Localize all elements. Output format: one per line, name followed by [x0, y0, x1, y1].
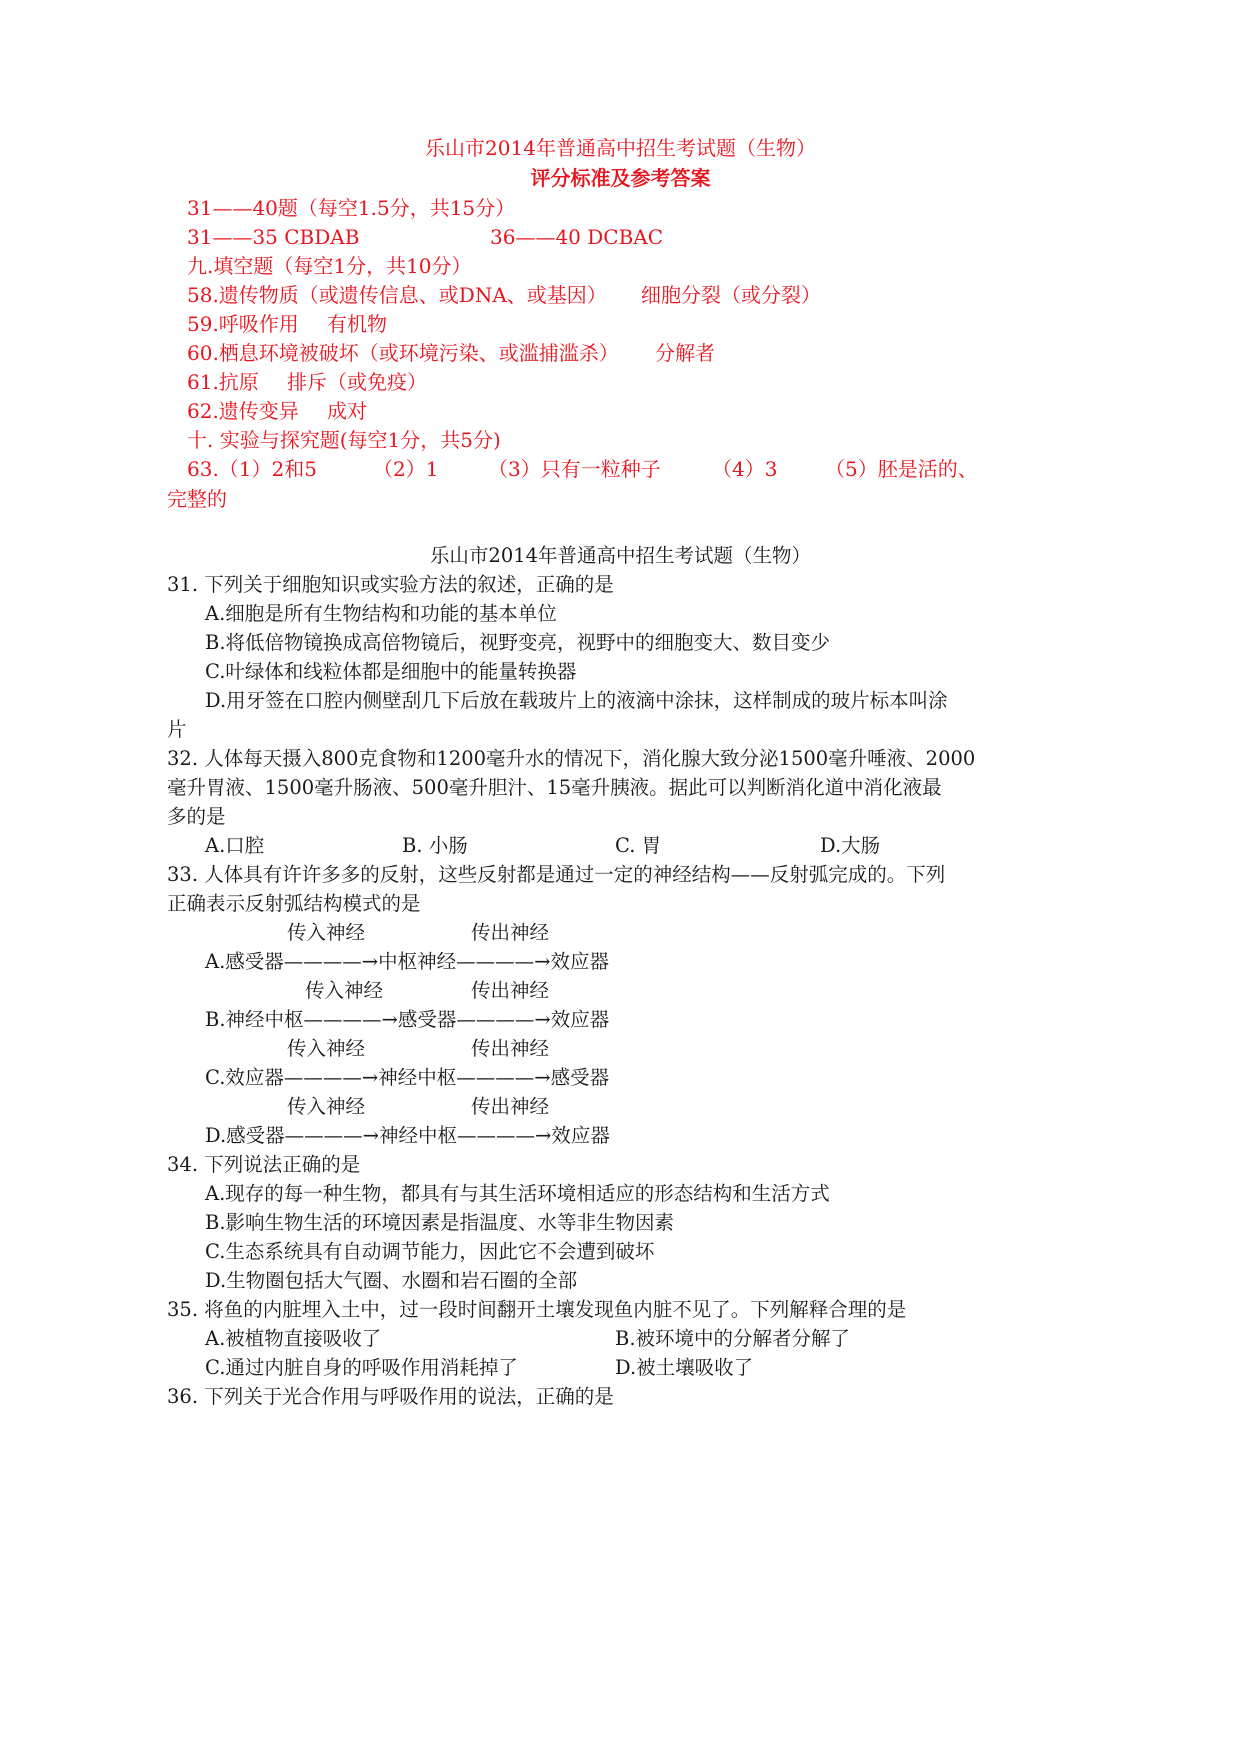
question-stem: 31. 下列关于细胞知识或实验方法的叙述，正确的是	[167, 573, 614, 596]
arrow-label: 传出神经	[471, 979, 550, 1002]
answer-line: （4）3	[712, 457, 778, 481]
question-option: D.感受器————→神经中枢————→效应器	[205, 1124, 610, 1147]
exam-title: 乐山市2014年普通高中招生考试题（生物）	[429, 544, 812, 567]
question-option: A.口腔	[205, 834, 265, 857]
arrow-label: 传入神经	[287, 1095, 366, 1118]
answer-line: 完整的	[167, 487, 227, 511]
answer-line: 十. 实验与探究题(每空1分，共5分)	[187, 428, 501, 452]
answer-line: （3）只有一粒种子	[488, 457, 661, 481]
question-option: B.将低倍物镜换成高倍物镜后，视野变亮，视野中的细胞变大、数目变少	[205, 631, 831, 654]
answer-line: 36——40 DCBAC	[490, 225, 664, 249]
arrow-label: 传出神经	[471, 921, 550, 944]
question-option: D.生物圈包括大气圈、水圈和岩石圈的全部	[205, 1269, 578, 1292]
answer-line: 63.（1）2和5	[187, 457, 317, 481]
question-option-continued: 片	[167, 718, 187, 741]
question-option: A.现存的每一种生物，都具有与其生活环境相适应的形态结构和生活方式	[205, 1182, 830, 1205]
question-option: D.大肠	[820, 834, 881, 857]
answer-line: 分解者	[655, 341, 715, 365]
answer-line: 有机物	[327, 312, 387, 336]
question-option: C.生态系统具有自动调节能力，因此它不会遭到破坏	[205, 1240, 655, 1263]
question-option: B.影响生物生活的环境因素是指温度、水等非生物因素	[205, 1211, 675, 1234]
answer-key-subtitle: 评分标准及参考答案	[530, 166, 711, 190]
answer-line: 排斥（或免疫）	[287, 370, 427, 394]
question-option: B.神经中枢————→感受器————→效应器	[205, 1008, 610, 1031]
answer-line: 细胞分裂（或分裂）	[641, 283, 821, 307]
question-stem: 正确表示反射弧结构模式的是	[167, 892, 421, 915]
question-stem: 34. 下列说法正确的是	[167, 1153, 361, 1176]
question-option: A.感受器————→中枢神经————→效应器	[205, 950, 609, 973]
answer-line: 62.遗传变异	[187, 399, 299, 423]
question-option: A.被植物直接吸收了	[205, 1327, 382, 1350]
question-option: B.被环境中的分解者分解了	[615, 1327, 851, 1350]
answer-line: 61.抗原	[187, 370, 259, 394]
answer-line: 58.遗传物质（或遗传信息、或DNA、或基因）	[187, 283, 607, 307]
answer-key-title: 乐山市2014年普通高中招生考试题（生物）	[425, 136, 816, 160]
question-stem: 毫升胃液、1500毫升肠液、500毫升胆汁、15毫升胰液。据此可以判断消化道中消化液最	[167, 776, 942, 799]
answer-line: 31——35 CBDAB	[187, 225, 360, 249]
arrow-label: 传出神经	[471, 1037, 550, 1060]
question-stem: 多的是	[167, 805, 226, 828]
arrow-label: 传出神经	[471, 1095, 550, 1118]
question-option: C. 胃	[615, 834, 662, 857]
question-stem: 33. 人体具有许许多多的反射，这些反射都是通过一定的神经结构——反射弧完成的。下列	[167, 863, 946, 886]
arrow-label: 传入神经	[287, 921, 366, 944]
question-option: C.效应器————→神经中枢————→感受器	[205, 1066, 610, 1089]
arrow-label: 传入神经	[305, 979, 384, 1002]
question-stem: 32. 人体每天摄入800克食物和1200毫升水的情况下，消化腺大致分泌1500毫升唾液、2000	[167, 747, 976, 770]
answer-line: 成对	[327, 399, 367, 423]
question-option: C.叶绿体和线粒体都是细胞中的能量转换器	[205, 660, 577, 683]
question-option: B. 小肠	[402, 834, 468, 857]
answer-line: 59.呼吸作用	[187, 312, 299, 336]
answer-line: 60.栖息环境被破坏（或环境污染、或滥捕滥杀）	[187, 341, 619, 365]
question-option: D.被土壤吸收了	[615, 1356, 754, 1379]
answer-line: （5）胚是活的、	[825, 457, 978, 481]
question-stem: 36. 下列关于光合作用与呼吸作用的说法，正确的是	[167, 1385, 614, 1408]
question-option: C.通过内脏自身的呼吸作用消耗掉了	[205, 1356, 518, 1379]
answer-line: 31——40题（每空1.5分，共15分）	[187, 196, 516, 220]
question-stem: 35. 将鱼的内脏埋入土中，过一段时间翻开土壤发现鱼内脏不见了。下列解释合理的是	[167, 1298, 907, 1321]
answer-line: （2）1	[373, 457, 439, 481]
answer-line: 九.填空题（每空1分，共10分）	[187, 254, 472, 278]
question-option: A.细胞是所有生物结构和功能的基本单位	[205, 602, 557, 625]
arrow-label: 传入神经	[287, 1037, 366, 1060]
question-option: D.用牙签在口腔内侧壁刮几下后放在载玻片上的液滴中涂抹，这样制成的玻片标本叫涂	[205, 689, 948, 712]
